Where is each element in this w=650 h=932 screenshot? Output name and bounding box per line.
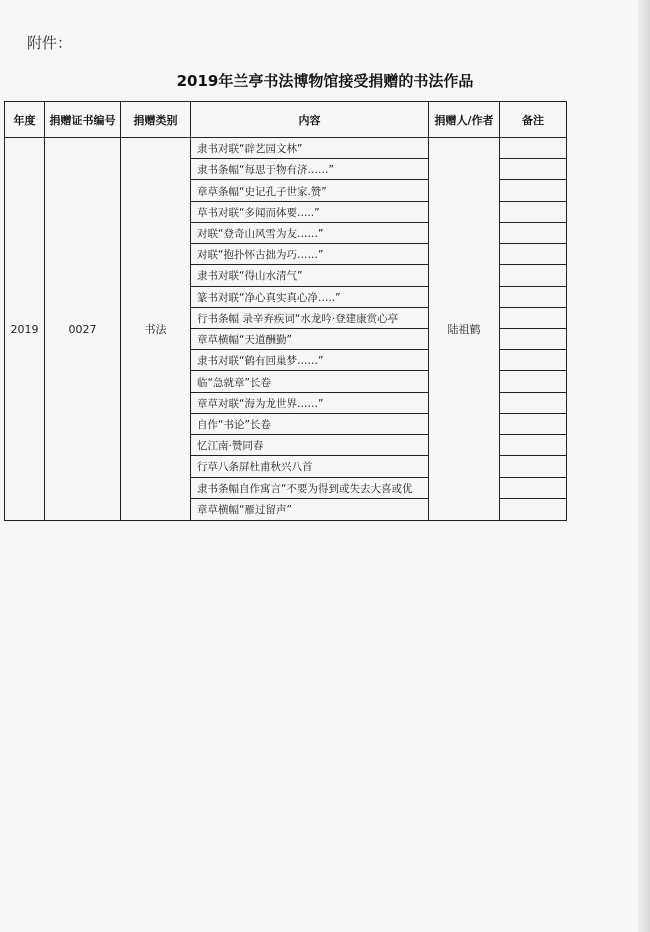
year-cell: 2019: [10, 322, 39, 336]
remarks-row-divider: [500, 137, 566, 138]
content-row: 隶书对联“得山水清气”: [197, 270, 303, 283]
remarks-row-divider: [500, 413, 566, 414]
row-divider: [190, 455, 429, 456]
remarks-row-divider: [500, 158, 566, 159]
remarks-row-divider: [500, 392, 566, 393]
page-edge: [638, 0, 650, 932]
content-row: 隶书对联“辟艺园文林”: [197, 143, 303, 156]
remarks-row-divider: [500, 455, 566, 456]
content-row: 隶书条幅自作寓言“不要为得到或失去大喜或优: [197, 482, 413, 495]
header-content: 内容: [298, 114, 321, 127]
remarks-row-divider: [500, 179, 566, 180]
content-row: 对联“登奇山风雪为友……”: [197, 227, 324, 240]
remarks-row-divider: [500, 477, 566, 478]
content-row: 行书条幅 录辛弃疾词“水龙吟·登建康赏心亭: [197, 312, 399, 325]
row-divider: [190, 179, 429, 180]
remarks-column: [499, 101, 567, 521]
content-row: 章草对联“海为龙世界……”: [197, 397, 324, 410]
row-divider: [190, 307, 429, 308]
header-cert-no: 捐赠证书编号: [49, 114, 116, 127]
row-divider: [190, 137, 429, 138]
content-row: 对联“抱扑怀古拙为巧……”: [197, 249, 324, 262]
content-row: 草书对联“多闻而体要…..”: [197, 206, 320, 219]
row-divider: [190, 477, 429, 478]
cert-no-cell: 0027: [68, 322, 97, 336]
remarks-row-divider: [500, 370, 566, 371]
row-divider: [190, 370, 429, 371]
row-divider: [190, 413, 429, 414]
row-divider: [190, 243, 429, 244]
remarks-row-divider: [500, 286, 566, 287]
header-category: 捐赠类别: [133, 114, 178, 127]
remarks-row-divider: [500, 264, 566, 265]
row-divider: [190, 201, 429, 202]
header-year: 年度: [13, 114, 36, 127]
content-row: 临“急就章”长卷: [197, 376, 271, 389]
category-cell: 书法: [144, 323, 167, 336]
row-divider: [190, 392, 429, 393]
donor-cell: 陆祖鹤: [447, 323, 481, 336]
remarks-row-divider: [500, 328, 566, 329]
content-row: 章草横幅“天道酬勤”: [197, 334, 292, 347]
document-title: 2019年兰亭书法博物馆接受捐赠的书法作品: [176, 72, 474, 90]
remarks-row-divider: [500, 307, 566, 308]
remarks-row-divider: [500, 201, 566, 202]
row-divider: [190, 158, 429, 159]
donor-column: [428, 101, 499, 521]
content-row: 行草八条屏杜甫秋兴八首: [197, 461, 313, 474]
remarks-row-divider: [500, 222, 566, 223]
remarks-row-divider: [500, 498, 566, 499]
row-divider: [190, 286, 429, 287]
content-row: 隶书对联“鹤有回巢梦……”: [197, 355, 324, 368]
content-row: 忆江南·赞同春: [197, 440, 264, 453]
row-divider: [190, 498, 429, 499]
remarks-row-divider: [500, 243, 566, 244]
row-divider: [190, 349, 429, 350]
row-divider: [190, 222, 429, 223]
attachment-label: 附件：: [27, 34, 73, 52]
donation-table: [4, 101, 429, 521]
header-donor: 捐赠人/作者: [434, 114, 494, 127]
content-row: 章草条幅“史记孔子世家.赞”: [197, 185, 327, 198]
row-divider: [190, 434, 429, 435]
row-divider: [190, 264, 429, 265]
remarks-row-divider: [500, 434, 566, 435]
remarks-row-divider: [500, 349, 566, 350]
content-row: 篆书对联“净心真实真心净…..”: [197, 291, 341, 304]
content-row: 自作“书论”长卷: [197, 418, 271, 431]
header-remarks: 备注: [522, 114, 544, 127]
content-row: 章草横幅“雁过留声”: [197, 503, 292, 516]
content-row: 隶书条幅“每思于物有济……”: [197, 164, 334, 177]
row-divider: [190, 328, 429, 329]
